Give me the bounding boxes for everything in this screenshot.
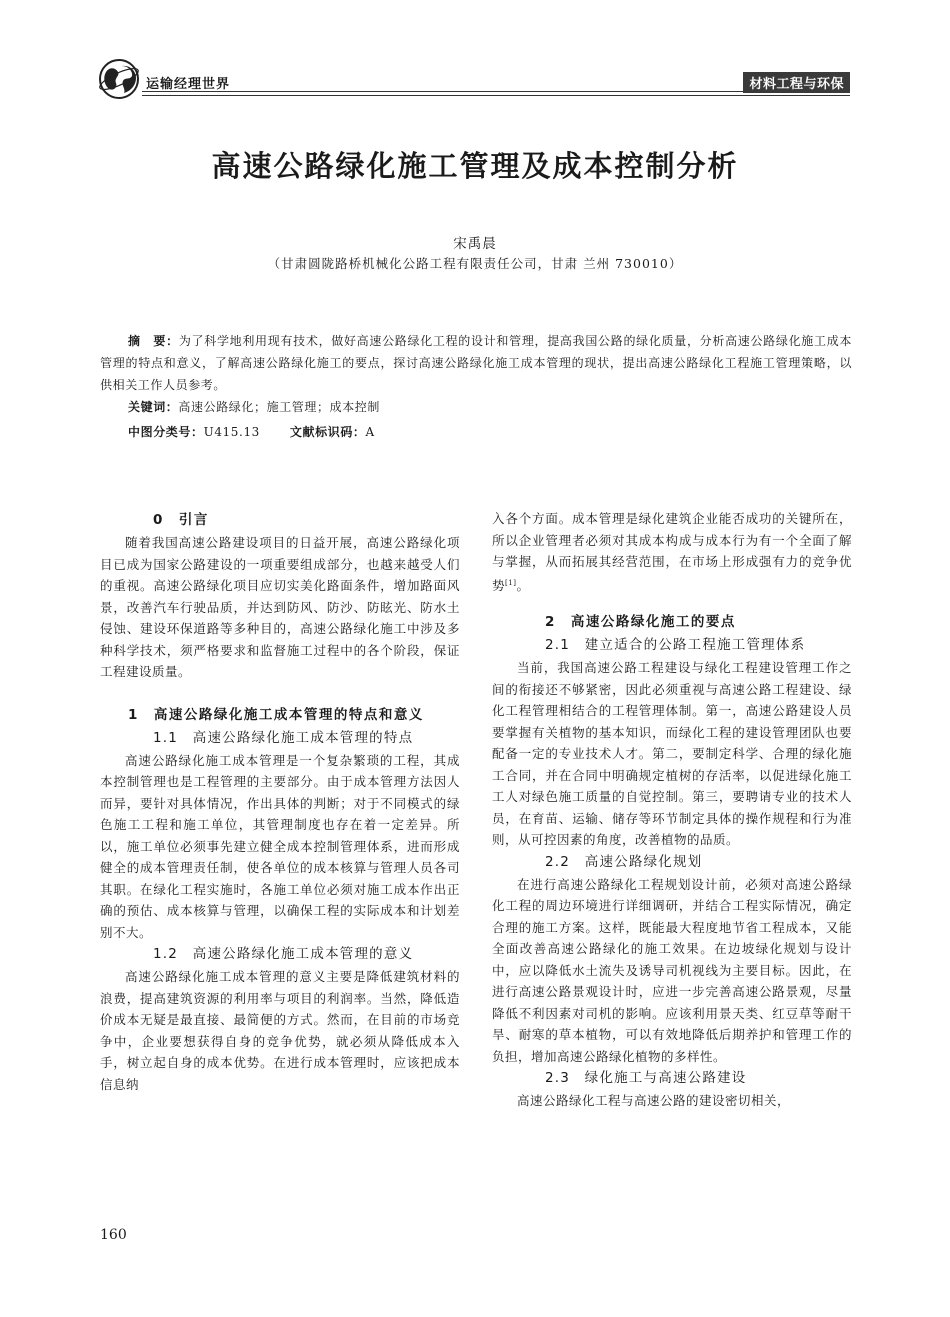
journal-name: 运输经理世界 [146,77,231,92]
section-1-2-paragraph: 高速公路绿化施工成本管理的意义主要是降低建筑材料的浪费，提高建筑资源的利用率与项目的利润率。当然，降低造价成本无疑是最直接、最简便的方式。然而，在目前的市场竞争中，企业要想获得自身的竞争优势，就必须从降低成本入手，树立起自身的成本优势。在进行成本管理时，应该把成本信息纳 [100,969,460,1092]
doc-code-value: A [365,425,375,439]
section-2-2-heading: 2.2 高速公路绿化规划 [545,853,703,870]
section-0-heading: 0 引言 [153,512,209,528]
abstract-label: 摘 要： [128,334,179,348]
section-1-1-paragraph: 高速公路绿化施工成本管理是一个复杂繁琐的工程，其成本控制管理也是工程管理的主要部分。由于成本管理方法因人而异，要针对具体情况，作出具体的判断；对于不同模式的绿色施工工程和施工单位，其管理制度也存在着一定差异。所以，施工单位必须事先建立健全成本控制管理体系，进而形成健全的成本管理责任制，使各单位的成本核算与管理人员各司其职。在绿化工程实施时，各施工单位必须对施工成本作出正确的预估、成本核算与管理，以确保工程的实际成本和计划差别不大。 [100,752,460,940]
keywords-label: 关键词： [128,400,179,414]
section-1-heading: 1 高速公路绿化施工成本管理的特点和意义 [128,706,424,723]
abstract-text: 为了科学地利用现有技术，做好高速公路绿化工程的设计和管理，提高我国公路的绿化质量，分析高速公路绿化施工成本管理的特点和意义，了解高速公路绿化施工的要点，探讨高速公路绿化施工成本管理的现状，提出高速公路绿化工程施工管理策略，以供相关工作人员参考。 [100,334,853,392]
section-1-2-heading: 1.2 高速公路绿化施工成本管理的意义 [153,946,414,962]
doc-code-label: 文献标识码： [289,425,366,439]
period: 。 [516,577,530,593]
section-1-1-heading: 1.1 高速公路绿化施工成本管理的特点 [153,729,414,746]
section-1-2-paragraph-cont [492,508,852,596]
affiliation: （甘肃圆陇路桥机械化公路工程有限责任公司，甘肃 兰州 730010） [267,256,683,271]
paragraph-cont-text: 入各个方面。成本管理是绿化建筑企业能否成功的关键所在，所以企业管理者必须对其成本构成与成本行为有一个全面了解与掌握，从而拓展其经营范围，在市场上形成强有力的竞争优势 [492,511,852,593]
section-2-1-paragraph: 当前，我国高速公路工程建设与绿化工程建设管理工作之间的衔接还不够紧密，因此必须重视与高速公路工程建设、绿化工程管理相结合的工程管理体制。第一，高速公路建设人员要掌握有关植物的基本知识，而绿化工程的建设管理团队也要配备一定的专业技术人才。第二，要制定科学、合理的绿化施工合同，并在合同中明确规定植树的存活率，以促进绿化施工工人对绿色施工质量的自觉控制。第三，要聘请专业的技术人员，在育苗、运输、储存等环节制定具体的操作规程和行为准则，从可控因素的角度，改善植物的品质。 [492,660,852,848]
section-0-paragraph: 随着我国高速公路建设项目的日益开展，高速公路绿化项目已成为国家公路建设的一项重要组成部分，也越来越受人们的重视。高速公路绿化项目应切实美化路面条件，增加路面风景，改善汽车行驶品质，并达到防风、防沙、防眩光、防水土侵蚀、建设环保道路等多种目的，高速公路绿化施工中涉及多种科学技术，须严格要求和监督施工过程中的各个阶段，保证工程建设质量。 [100,535,460,679]
author: 宋禹晨 [453,236,497,252]
running-header [98,58,850,98]
clc-label: 中图分类号： [128,425,204,439]
left-column [100,508,460,1095]
section-2-3-paragraph: 高速公路绿化工程与高速公路的建设密切相关， [517,1093,791,1109]
section-2-1-heading: 2.1 建立适合的公路工程施工管理体系 [545,637,806,654]
keywords [128,398,380,415]
reference-1: [1] [505,578,517,587]
keywords-text: 高速公路绿化；施工管理；成本控制 [178,400,381,414]
right-column [492,508,852,1112]
section-2-heading: 2 高速公路绿化施工的要点 [545,614,736,631]
abstract [100,330,852,396]
article-title: 高速公路绿化施工管理及成本控制分析 [211,149,739,183]
classification [128,423,375,440]
section-2-3-heading: 2.3 绿化施工与高速公路建设 [545,1070,747,1087]
globe-logo-icon [98,58,140,100]
page-number: 160 [100,1227,127,1243]
section-tab: 材料工程与环保 [743,72,850,93]
clc-value: U415.13 [203,425,260,439]
header-rule-thin [142,95,850,96]
section-2-2-paragraph: 在进行高速公路绿化工程规划设计前，必须对高速公路绿化工程的周边环境进行详细调研，并结合工程实际情况，确定合理的施工方案。这样，既能最大程度地节省工程成本，又能全面改善高速公路绿化的施工效果。在边坡绿化规划与设计中，应以降低水土流失及诱导司机视线为主要目标。因此，在进行高速公路景观设计时，应进一步完善高速公路景观，尽量降低不利因素对司机的影响。应该利用景天类、红豆草等耐干旱、耐寒的草本植物，可以有效地降低后期养护和管理工作的负担，增加高速公路绿化植物的多样性。 [492,876,852,1064]
